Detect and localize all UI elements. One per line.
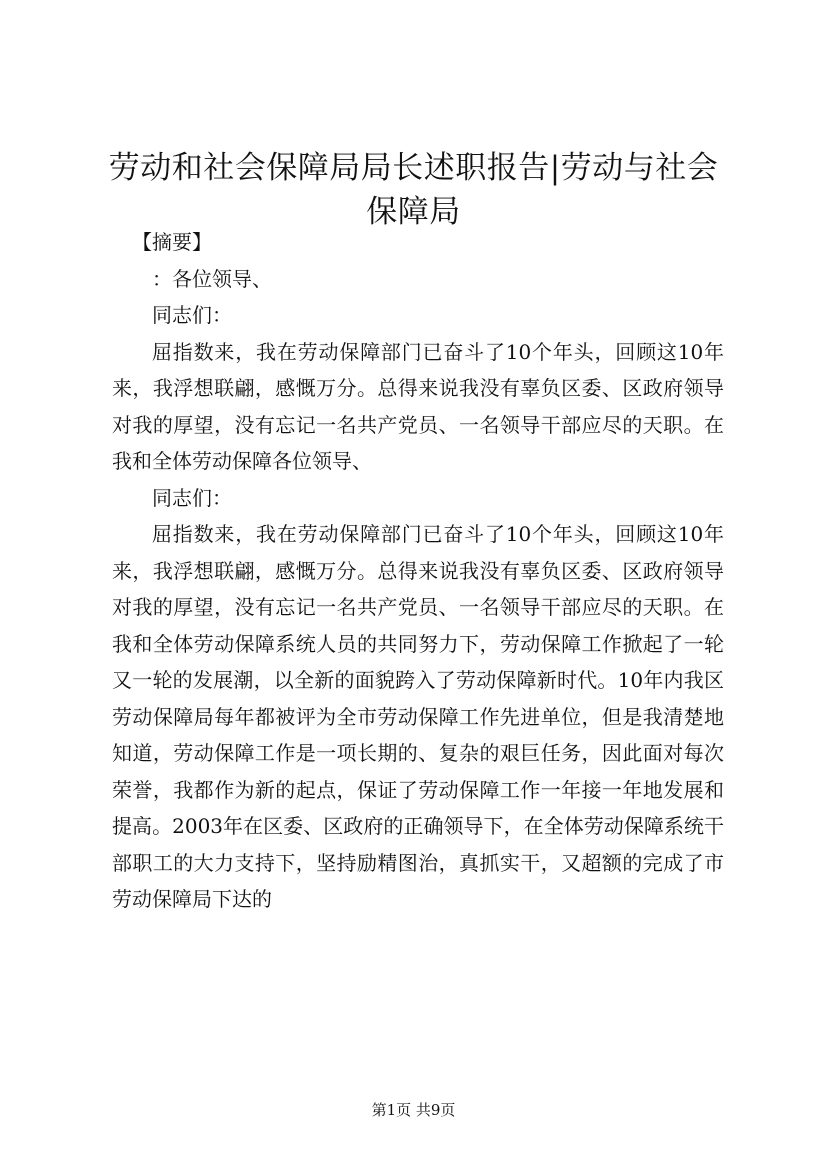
summary-label: 【摘要】	[132, 230, 212, 254]
paragraph-intro: 屈指数来，我在劳动保障部门已奋斗了10个年头，回顾这10年来，我浮想联翩，感慨万分。总得来说我没有辜负区委、区政府领导对我的厚望，没有忘记一名共产党员、一名领导干部应尽的天职。在我和全体劳动保障各位领导、	[112, 339, 724, 473]
title-line-2: 保障局	[366, 194, 461, 230]
paragraph-main: 屈指数来，我在劳动保障部门已奋斗了10个年头，回顾这10年来，我浮想联翩，感慨万分。总得来说我没有辜负区委、区政府领导对我的厚望，没有忘记一名共产党员、一名领导干部应尽的天职。在我和全体劳动保障系统人员的共同努力下，劳动保障工作掀起了一轮又一轮的发展潮，以全新的面貌跨入了劳动保障新时代。10年内我区劳动保障局每年都被评为全市劳动保障工作先进单位，但是我清楚地知道，劳动保障工作是一项长期的、复杂的艰巨任务，因此面对每次荣誉，我都作为新的起点，保证了劳动保障工作一年接一年地发展和提高。2003年在区委、区政府的正确领导下，在全体劳动保障系统干部职工的大力支持下，坚持励精图治，真抓实干，又超额的完成了市劳动保障局下达的	[112, 522, 724, 911]
paragraph-greeting-repeat: 同志们：	[152, 485, 232, 510]
title-line-1: 劳动和社会保障局局长述职报告|劳动与社会	[108, 150, 719, 186]
page-number-footer: 第1页 共9页	[371, 1101, 456, 1119]
document-body	[112, 224, 724, 918]
paragraph-greeting: 同志们：	[152, 303, 232, 327]
document-title	[100, 146, 727, 234]
paragraph-salutation: ：各位领导、	[152, 266, 272, 291]
